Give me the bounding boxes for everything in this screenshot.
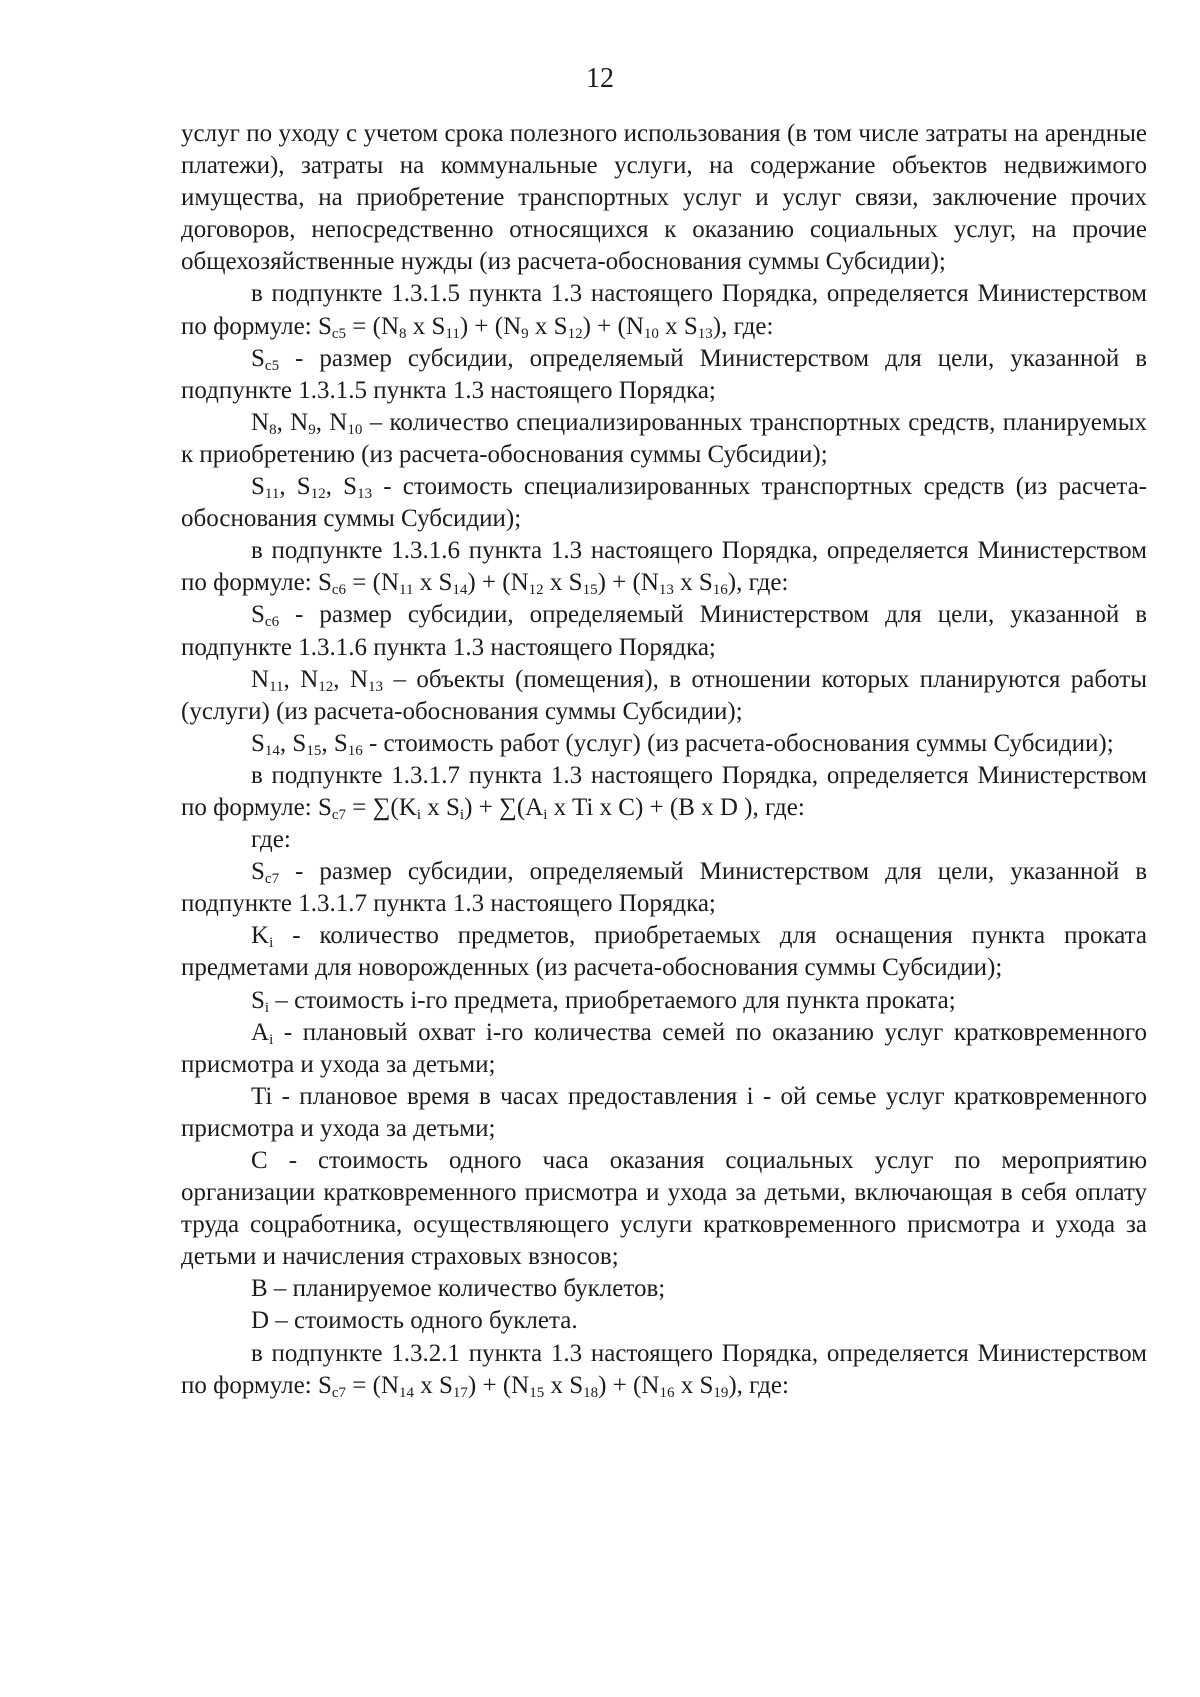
subscript: 10 <box>347 421 363 438</box>
paragraph: $S_{11}$, $S_{12}$, $S_{13}$ - стоимость специализированных транспортных средств (из расчета-обоснования суммы Субсидии); <box>181 473 1148 533</box>
subscript: 10 <box>643 325 659 342</box>
subscript: i <box>264 999 270 1016</box>
subscript: 19 <box>713 1384 729 1401</box>
paragraph: $N_{11}$, $N_{12}$, $N_{13}$ – объекты (помещения), в отношении которых планируются работы (услуги) (из расчета-обоснования суммы Субсидии); <box>181 665 1147 725</box>
subscript: 12 <box>310 486 326 503</box>
subscript: 18 <box>583 1384 599 1401</box>
paragraph: $S_{c6}$ - размер субсидии, определяемый Министерством для цели, указанной в подпункте 1.3.1.6 пункта 1.3 настоящего Порядка; <box>181 601 1147 661</box>
paragraph: $S_{c7}$ - размер субсидии, определяемый Министерством для цели, указанной в подпункте 1.3.1.7 пункта 1.3 настоящего Порядка; <box>181 858 1147 918</box>
subscript: 9 <box>521 325 529 342</box>
subscript: 8 <box>399 325 407 342</box>
subscript: 11 <box>445 325 460 342</box>
subscript: c6 <box>331 582 347 599</box>
subscript: 15 <box>306 742 322 759</box>
subscript: 11 <box>269 678 284 695</box>
subscript: c5 <box>264 357 280 374</box>
paragraph: где: <box>251 826 291 854</box>
subscript: 12 <box>318 678 334 695</box>
paragraph: в подпункте 1.3.1.7 пункта 1.3 настоящего Порядка, определяется Министерством по формуле: $S_{c7} = \sum(K_i$ x $S_i) + \sum(A_i$ x Ti x C) + (B x D ), где: <box>181 761 1147 823</box>
subscript: 14 <box>264 742 280 759</box>
subscript: 12 <box>528 582 544 599</box>
subscript: 8 <box>269 421 277 438</box>
paragraph: $S_i$ – стоимость i-го предмета, приобретаемого для пункта проката; <box>251 986 956 1016</box>
subscript: 16 <box>712 582 728 599</box>
paragraph: в подпункте 1.3.1.6 пункта 1.3 настоящего Порядка, определяется Министерством по формуле: $S_{c6} = (N_{11}$ x $S_{14}) + (N_{12}$ x $S_{15}) + (N_{13}$ x $S_{16}$), где: <box>181 537 1147 599</box>
subscript: 16 <box>659 1384 675 1401</box>
subscript: 15 <box>582 582 598 599</box>
subscript: i <box>269 1031 274 1048</box>
subscript: c5 <box>331 325 347 342</box>
subscript: 14 <box>399 1384 414 1401</box>
subscript: 17 <box>452 1384 468 1401</box>
paragraph: в подпункте 1.3.1.5 пункта 1.3 настоящего Порядка, определяется Министерством по формуле: $S_{c5} = (N_8$ x $S_{11}) + (N_9$ x $S_{12}) + (N_{10}$ x $S_{13}$), где: <box>181 280 1147 342</box>
subscript: c7 <box>264 871 280 888</box>
subscript: i <box>459 806 465 823</box>
subscript: 14 <box>452 582 468 599</box>
paragraph: $A_i$ - плановый охват i-го количества семей по оказанию услуг кратковременного присмотра и ухода за детьми; <box>181 1018 1147 1078</box>
paragraph: $N_8$, $N_9$, $N_{10}$ – количество специализированных транспортных средств, планируемых к приобретению (из расчета-обоснования суммы Субсидии); <box>181 408 1148 468</box>
subscript: c7 <box>331 1384 347 1401</box>
paragraph: D – стоимость одного буклета. <box>251 1307 578 1335</box>
subscript: 13 <box>368 678 384 695</box>
subscript: 16 <box>347 742 363 759</box>
subscript: 11 <box>399 582 414 599</box>
page-number: 12 <box>586 63 614 94</box>
subscript: c7 <box>331 806 347 823</box>
paragraph: $K_i$ - количество предметов, приобретаемых для оснащения пункта проката предметами для новорожденных (из расчета-обоснования суммы Субсидии); <box>181 922 1147 982</box>
subscript: 15 <box>529 1384 545 1401</box>
paragraph: $S_{c5}$ - размер субсидии, определяемый Министерством для цели, указанной в подпункте 1.3.1.5 пункта 1.3 настоящего Порядка; <box>181 344 1147 404</box>
subscript: 12 <box>567 325 583 342</box>
subscript: 9 <box>308 421 316 438</box>
subscript: i <box>543 806 548 823</box>
paragraph: C - стоимость одного часа оказания социальных услуг по мероприятию организации кратковременного присмотра и ухода за детьми, включающая в себя оплату труда соцработника, осуществляющего услуги кратковременного присмотра и ухода за детьми и начисления страховых взносов; <box>181 1147 1147 1271</box>
subscript: c6 <box>264 614 280 631</box>
subscript: i <box>416 806 421 823</box>
paragraph: в подпункте 1.3.2.1 пункта 1.3 настоящего Порядка, определяется Министерством по формуле: $S_{c7} = (N_{14}$ x $S_{17}) + (N_{15}$ x $S_{18}) + (N_{16}$ x $S_{19}$), где: <box>181 1339 1147 1401</box>
subscript: i <box>269 935 274 952</box>
subscript: 11 <box>264 486 280 503</box>
document-body <box>181 118 1147 1402</box>
subscript: 13 <box>357 486 373 503</box>
paragraph: Ti - плановое время в часах предоставления i - ой семье услуг кратковременного присмотра и ухода за детьми; <box>181 1082 1147 1142</box>
paragraph: $S_{14}$, $S_{15}$, $S_{16}$ - стоимость работ (услуг) (из расчета-обоснования суммы Субсидии); <box>251 729 1114 759</box>
paragraph: услуг по уходу с учетом срока полезного использования (в том числе затраты на арендные платежи), затраты на коммунальные услуги, на содержание объектов недвижимого имущества, на приобретение транспортных услуг и услуг связи, заключение прочих договоров, непосредственно относящихся к оказанию социальных услуг, на прочие общехозяйственные нужды (из расчета-обоснования суммы Субсидии); <box>181 120 1147 276</box>
subscript: 13 <box>658 582 674 599</box>
paragraph: B – планируемое количество буклетов; <box>251 1275 666 1303</box>
subscript: 13 <box>697 325 713 342</box>
